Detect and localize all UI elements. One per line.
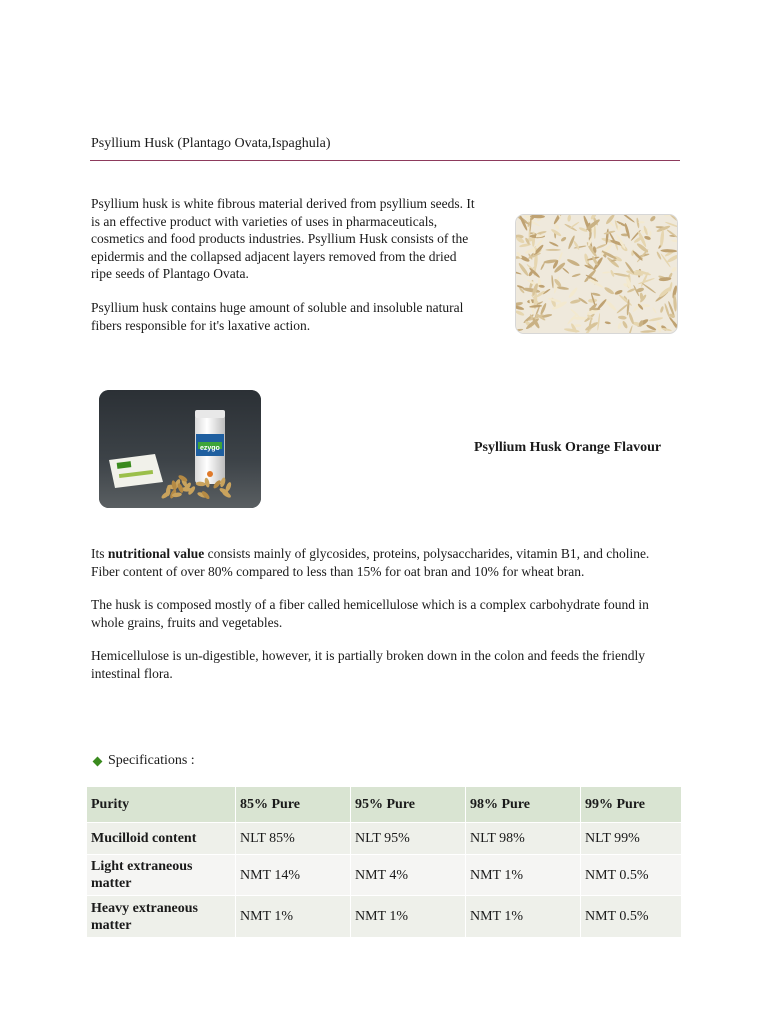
table-cell: NMT 0.5% [581, 855, 681, 895]
hemicellulose-paragraph: The husk is composed mostly of a fiber called hemicellulose which is a complex carbohydrate found in whole grains, fruits and vegetables. [91, 597, 649, 630]
specifications-label: Specifications : [108, 753, 195, 768]
digestion-paragraph: Hemicellulose is un-digestible, however, it is partially broken down in the colon and feeds the friendly intestinal flora. [91, 648, 645, 681]
table-cell: NLT 98% [466, 823, 580, 854]
psyllium-husk-image [515, 214, 678, 334]
table-row-label: Light extraneous matter [87, 855, 235, 895]
table-row [87, 855, 681, 895]
table-row [87, 896, 681, 937]
table-cell: NMT 1% [466, 855, 580, 895]
body-section [91, 545, 681, 699]
table-cell: NLT 95% [351, 823, 465, 854]
intro-paragraph-1: Psyllium husk is white fibrous material derived from psyllium seeds. It is an effective product with varieties of uses in pharmaceuticals, cosmetics and food products industries. Psyllium Husk consists of the epidermis and the collapsed adjacent layers removed from the dried ripe seeds of Plantago Ovata. [91, 196, 475, 282]
table-cell: NLT 99% [581, 823, 681, 854]
table-row-label: Mucilloid content [87, 823, 235, 854]
page-title: Psyllium Husk (Plantago Ovata,Ispaghula) [91, 136, 331, 151]
table-cell: NMT 4% [351, 855, 465, 895]
specifications-heading [91, 753, 195, 769]
table-header-cell: 98% Pure [466, 787, 580, 822]
table-header-cell: 99% Pure [581, 787, 681, 822]
title-divider [90, 160, 680, 161]
specifications-table [86, 786, 682, 938]
product-photo-graphic [99, 390, 261, 508]
table-cell: NMT 1% [351, 896, 465, 937]
nutrition-paragraph [91, 545, 681, 580]
table-header-cell: 85% Pure [236, 787, 350, 822]
husk-texture-graphic [516, 215, 677, 333]
table-cell: NMT 1% [466, 896, 580, 937]
table-cell: NMT 1% [236, 896, 350, 937]
product-caption: Psyllium Husk Orange Flavour [474, 440, 662, 455]
table-row [87, 823, 681, 854]
nutrition-bold: nutritional value [107, 546, 205, 561]
table-header-cell: Purity [87, 787, 235, 822]
nutrition-prefix: Its [91, 546, 108, 561]
product-image [99, 390, 261, 508]
table-cell: NMT 14% [236, 855, 350, 895]
table-header-row [87, 787, 681, 822]
table-cell: NMT 0.5% [581, 896, 681, 937]
table-header-cell: 95% Pure [351, 787, 465, 822]
product-brand-label: ezygo [200, 445, 220, 452]
intro-paragraph-2: Psyllium husk contains huge amount of soluble and insoluble natural fibers responsible for it's laxative action. [91, 299, 464, 333]
intro-section [91, 195, 476, 350]
diamond-bullet-icon [93, 756, 103, 766]
table-row-label: Heavy extraneous matter [87, 896, 235, 937]
nutrition-rest: consists mainly of glycosides, proteins, polysaccharides, vitamin B1, and choline. Fiber content of over 80% compared to less than 15% for oat bran and 10% for wheat bran. [91, 546, 650, 579]
table-cell: NLT 85% [236, 823, 350, 854]
